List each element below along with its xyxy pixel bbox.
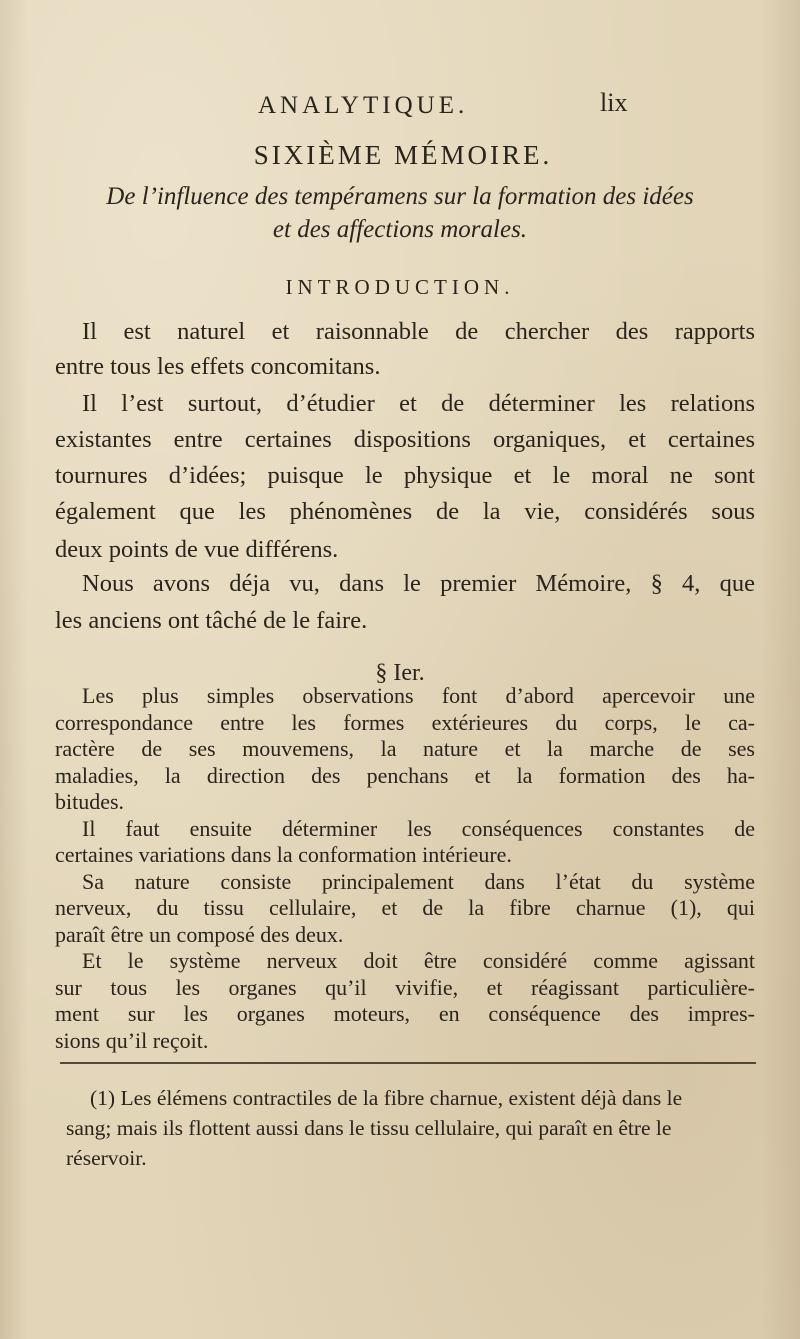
body-line: correspondance entre les formes extérieures du corps, le ca- [55,709,755,735]
footnote-line: (1) Les élémens contractiles de la fibre charnue, existent déjà dans le [90,1086,683,1110]
body-line: Les plus simples observations font d’abord apercevoir une [82,683,755,708]
memoir-subtitle-line-1: De l’influence des tempéramens sur la formation des idées [106,183,694,210]
body-line: Nous avons déja vu, dans le premier Mémoire, § 4, que [82,570,755,597]
body-line: sions qu’il reçoit. [55,1027,209,1053]
body-line: Il faut ensuite déterminer les conséquences constantes de [82,815,755,841]
body-line: certaines variations dans la conformation intérieure. [55,842,512,867]
body-line: nerveux, du tissu cellulaire, et de la fibre charnue (1), qui [55,895,755,920]
footnote-line: sang; mais ils flottent aussi dans le tissu cellulaire, qui paraît en être le [66,1116,672,1140]
running-head: ANALYTIQUE. [258,92,469,119]
footnote-rule [60,1062,756,1064]
body-line: paraît être un composé des deux. [55,921,344,947]
body-line: Et le système nerveux doit être considéré comme agissant [82,948,755,973]
body-line: ractère de ses mouvemens, la nature et la marche de ses [55,736,755,761]
footnote-line: réservoir. [66,1146,147,1170]
memoir-subtitle-line-2: et des affections morales. [272,216,528,243]
body-line: Il l’est surtout, d’étudier et de déterminer les relations [82,390,755,417]
body-line: existantes entre certaines dispositions organiques, et certaines [55,426,755,453]
body-line: sur tous les organes qu’il vivifie, et réagissant particulière- [55,974,755,1000]
body-line: deux points de vue différens. [55,536,339,563]
page-number: lix [600,88,628,117]
body-line: entre tous les effets concomitans. [55,353,381,380]
body-line: tournures d’idées; puisque le physique et le moral ne sont [55,462,755,489]
body-line: maladies, la direction des penchans et la formation des ha- [55,762,755,788]
body-line: bitudes. [55,789,125,814]
body-line: ment sur les organes moteurs, en conséquence des impres- [55,1001,755,1026]
body-line: Il est naturel et raisonnable de chercher des rapports [82,318,755,345]
body-line: les anciens ont tâché de le faire. [55,607,368,634]
body-line: également que les phénomènes de la vie, considérés sous [55,498,755,525]
section-heading: INTRODUCTION. [285,275,515,299]
memoir-title: SIXIÈME MÉMOIRE. [253,140,553,170]
paragraph-mark: § Ier. [375,660,425,686]
body-line: Sa nature consiste principalement dans l’état du système [82,868,755,894]
